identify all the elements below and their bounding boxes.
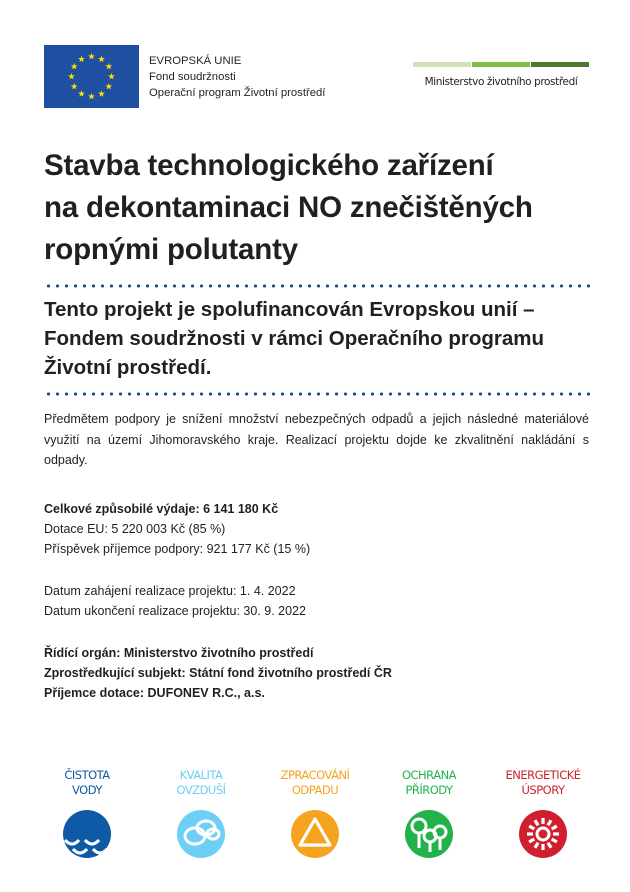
sun-ray [552,826,557,829]
theme-label-line: KVALITA [179,768,223,782]
theme-nature [372,768,486,858]
theme-air [144,768,258,858]
ministry-bar-dark [531,62,589,67]
eu-grant: Dotace EU: 5 220 003 Kč (85 %) [44,522,226,536]
managing-authority: Řídící orgán: Ministerstvo životního prostředí [44,646,314,660]
funding-statement [44,295,604,382]
intermediary-body: Zprostředkující subjekt: Státní fond životního prostředí ČR [44,666,392,680]
start-date: Datum zahájení realizace projektu: 1. 4. 2022 [44,584,296,598]
theme-label-line: VODY [72,783,102,797]
eu-star-icon [108,73,115,80]
recycle-triangle-icon [291,810,339,858]
eu-star-icon [98,90,105,97]
recipient-contribution: Příspěvek příjemce podpory: 921 177 Kč (15 %) [44,542,311,556]
theme-label-line: ČISTOTA [64,768,110,782]
sun-ray [535,820,538,825]
theme-label-line: ZPRACOVÁNÍ [280,768,350,782]
sun-ray [535,843,538,848]
title-line: Stavba technologického zařízení [44,149,494,182]
subtitle-line: Životní prostředí. [44,356,212,379]
eu-star-icon [105,83,112,90]
dotted-divider [44,284,590,288]
fund-name: Fond soudržnosti [149,70,236,83]
theme-waste [258,768,372,858]
eu-star-icon [88,93,95,100]
total-expenses: Celkové způsobilé výdaje: 6 141 180 Kč [44,502,279,516]
eu-flag-icon [44,45,139,108]
theme-label-line: ENERGETICKÉ [505,768,581,782]
eu-star-icon [68,73,75,80]
sun-icon [519,810,567,858]
sun-ray [529,826,534,829]
project-description: Předmětem podpory je snížení množství nebezpečných odpadů a jejich následné materiálové využití na území Jihomoravského kraje. Realizací projektu dojde ke zkvalitnění nakládání s odpady. [44,412,589,467]
eu-star-icon [98,56,105,63]
sun-ray [552,839,557,842]
ministry-bar-mid [472,62,530,67]
dotted-divider [44,392,590,396]
theme-icons-row [30,768,600,858]
theme-energy [486,768,600,858]
theme-label-line: ÚSPORY [521,783,565,797]
theme-label-line: OVZDUŠÍ [176,783,226,797]
theme-label [281,768,350,800]
eu-text [149,53,325,101]
eu-star-icon [88,53,95,60]
theme-label [505,768,580,800]
title-line: na dekontaminaci NO znečištěných [44,191,533,224]
eu-star-icon [71,83,78,90]
ministry-color-bars [413,62,589,67]
eu-star-icon [78,56,85,63]
theme-label [64,768,109,800]
eu-logo-block [44,45,325,108]
eu-star-icon [78,90,85,97]
eu-star-icon [105,63,112,70]
sun-ray [548,843,551,848]
ministry-name: Ministerstvo životního prostředí [424,76,578,88]
end-date: Datum ukončení realizace projektu: 30. 9. 2022 [44,604,306,618]
ministry-logo-block [413,62,589,88]
programme-name: Operační program Životní prostředí [149,86,326,99]
sun-ray [529,839,534,842]
eu-name: EVROPSKÁ UNIE [149,54,242,67]
title-line: ropnými polutanty [44,233,298,266]
cloud-icon [177,810,225,858]
page-title [44,145,604,271]
theme-label [402,768,456,800]
theme-water [30,768,144,858]
theme-label-line: OCHRANA [401,768,457,782]
theme-label-line: ODPADU [291,783,339,797]
trees-icon [405,810,453,858]
theme-label [176,768,225,800]
subtitle-line: Tento projekt je spolufinancován Evropskou unií – [44,298,535,321]
grant-recipient: Příjemce dotace: DUFONEV R.C., a.s. [44,686,265,700]
ministry-bar-light [413,62,471,67]
sun-ray [548,820,551,825]
eu-star-icon [71,63,78,70]
subtitle-line: Fondem soudržnosti v rámci Operačního programu [44,327,545,350]
water-waves-icon [63,810,111,858]
theme-label-line: PŘÍRODY [405,783,453,797]
